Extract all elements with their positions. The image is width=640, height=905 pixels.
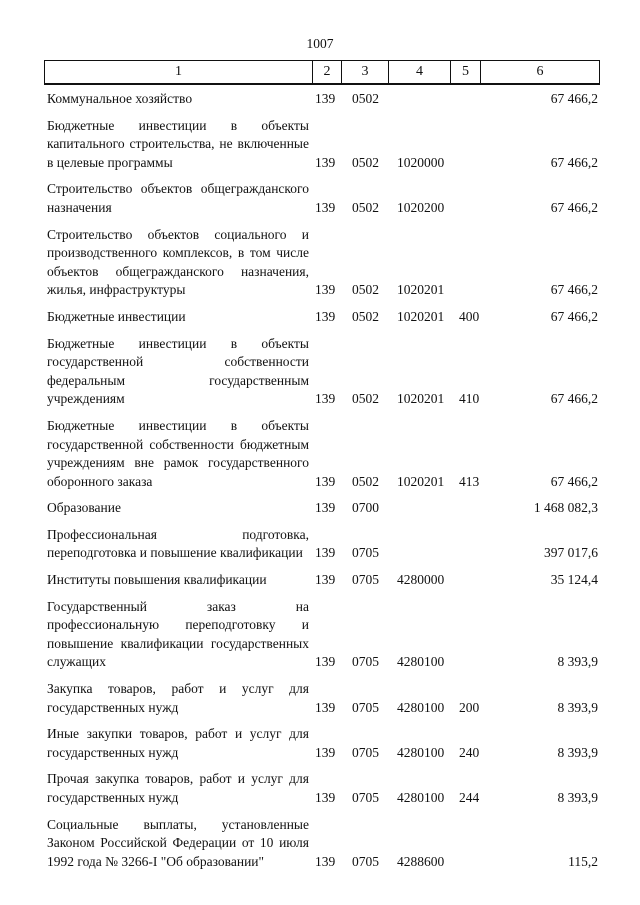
table-header xyxy=(44,60,600,85)
row-col-4: 1020201 xyxy=(397,282,445,298)
table-body xyxy=(47,90,603,879)
row-col-3: 0502 xyxy=(352,282,379,298)
row-col-3: 0705 xyxy=(352,790,379,805)
row-name: Бюджетные инвестиции xyxy=(47,308,186,324)
row-name: Строительство объектов общегражданского назначения xyxy=(47,181,309,215)
row-col-2: 139 xyxy=(315,473,336,489)
row-col-3: 0705 xyxy=(352,654,379,670)
row-col-2: 139 xyxy=(315,391,336,407)
row-col-4: 1020201 xyxy=(397,391,445,407)
row-col-3: 0502 xyxy=(352,91,379,106)
row-col-2: 139 xyxy=(315,744,336,760)
row-col-4: 1020201 xyxy=(397,308,445,324)
row-name: Бюджетные инвестиции в объекты капитального строительства, не включенные в целевые программы xyxy=(47,117,309,170)
table-row xyxy=(47,226,603,300)
header-col-1: 1 xyxy=(45,61,313,83)
row-name: Институты повышения квалификации xyxy=(47,572,267,588)
table-row xyxy=(47,499,603,518)
row-col-2: 139 xyxy=(315,500,336,516)
row-col-2: 139 xyxy=(315,545,336,561)
row-col-5: 410 xyxy=(459,391,480,407)
row-name: Бюджетные инвестиции в объекты государственной собственности федеральным государственным учреждениям xyxy=(47,335,309,407)
row-col-6: 67 466,2 xyxy=(550,473,598,489)
row-col-6: 67 466,2 xyxy=(550,308,598,324)
row-col-6: 8 393,9 xyxy=(557,654,598,670)
table-row xyxy=(47,598,603,672)
row-col-3: 0502 xyxy=(352,473,379,489)
row-col-2: 139 xyxy=(315,199,336,215)
row-col-2: 139 xyxy=(315,654,336,670)
row-name: Образование xyxy=(47,500,121,516)
row-col-6: 67 466,2 xyxy=(550,199,598,215)
row-col-3: 0705 xyxy=(352,699,379,715)
row-name: Закупка товаров, работ и услуг для государственных нужд xyxy=(47,681,309,715)
table-row xyxy=(47,308,603,327)
row-col-6: 67 466,2 xyxy=(550,91,598,106)
row-col-3: 0705 xyxy=(352,545,379,561)
row-col-5: 400 xyxy=(459,308,480,324)
table-row xyxy=(47,770,603,807)
header-col-4: 4 xyxy=(389,61,451,83)
row-col-6: 67 466,2 xyxy=(550,154,598,170)
table-row xyxy=(47,335,603,409)
table-row xyxy=(47,680,603,717)
row-col-2: 139 xyxy=(315,308,336,324)
row-col-4: 4280100 xyxy=(397,744,445,760)
row-col-5: 244 xyxy=(459,790,480,805)
row-col-4: 4280100 xyxy=(397,654,445,670)
row-col-2: 139 xyxy=(315,790,336,805)
table-row xyxy=(47,571,603,590)
table-row xyxy=(47,816,603,872)
row-col-2: 139 xyxy=(315,282,336,298)
row-name: Коммунальное хозяйство xyxy=(47,91,193,106)
table-row xyxy=(47,526,603,563)
header-col-2: 2 xyxy=(313,61,342,83)
row-col-3: 0700 xyxy=(352,500,379,516)
row-col-4: 1020201 xyxy=(397,473,445,489)
row-col-4: 4288600 xyxy=(397,853,445,869)
row-col-4: 1020200 xyxy=(397,199,445,215)
row-col-6: 8 393,9 xyxy=(557,699,598,715)
row-col-2: 139 xyxy=(315,572,336,588)
row-name: Бюджетные инвестиции в объекты государственной собственности бюджетным учреждениям вне рамок государственного оборонного заказа xyxy=(47,417,309,489)
table-row xyxy=(47,117,603,173)
row-name: Иные закупки товаров, работ и услуг для государственных нужд xyxy=(47,726,309,760)
table-row xyxy=(47,180,603,217)
row-col-3: 0502 xyxy=(352,308,379,324)
row-col-5: 413 xyxy=(459,473,480,489)
table-row xyxy=(47,725,603,762)
row-col-2: 139 xyxy=(315,853,336,869)
header-col-3: 3 xyxy=(342,61,389,83)
header-col-6: 6 xyxy=(536,64,544,79)
row-col-2: 139 xyxy=(315,91,336,106)
row-col-4: 1020000 xyxy=(397,154,445,170)
row-col-3: 0705 xyxy=(352,744,379,760)
row-col-6: 35 124,4 xyxy=(550,572,598,588)
table-row xyxy=(47,417,603,491)
row-col-5: 240 xyxy=(459,744,480,760)
row-col-4: 4280100 xyxy=(397,699,445,715)
row-name: Социальные выплаты, установленные Законом Российской Федерации от 10 июля 1992 года № 3266-I "Об образовании" xyxy=(47,816,309,869)
row-col-3: 0502 xyxy=(352,199,379,215)
row-col-4: 4280100 xyxy=(397,790,445,805)
row-col-3: 0705 xyxy=(352,572,379,588)
row-col-6: 67 466,2 xyxy=(550,282,598,298)
row-col-6: 1 468 082,3 xyxy=(533,500,598,516)
row-name: Строительство объектов социального и производственного комплексов, в том числе объектов общегражданского назначения, жилья, инфраструктуры xyxy=(47,226,309,298)
row-col-2: 139 xyxy=(315,154,336,170)
row-col-3: 0502 xyxy=(352,391,379,407)
row-col-3: 0705 xyxy=(352,853,379,869)
header-col-5: 5 xyxy=(451,61,481,83)
row-col-4: 4280000 xyxy=(397,572,445,588)
table-row xyxy=(47,90,603,109)
row-col-6: 115,2 xyxy=(568,853,598,869)
row-name: Профессиональная подготовка, переподготовка и повышение квалификации xyxy=(47,526,309,561)
row-col-6: 67 466,2 xyxy=(550,391,598,407)
row-col-5: 200 xyxy=(459,699,480,715)
row-name: Государственный заказ на профессиональную переподготовку и повышение квалификации государственных служащих xyxy=(47,598,309,670)
row-col-3: 0502 xyxy=(352,154,379,170)
row-col-6: 8 393,9 xyxy=(557,790,598,805)
row-col-2: 139 xyxy=(315,699,336,715)
row-col-6: 8 393,9 xyxy=(557,744,598,760)
page-number: 1007 xyxy=(306,36,334,51)
row-col-6: 397 017,6 xyxy=(544,545,598,561)
row-name: Прочая закупка товаров, работ и услуг для государственных нужд xyxy=(47,771,309,805)
